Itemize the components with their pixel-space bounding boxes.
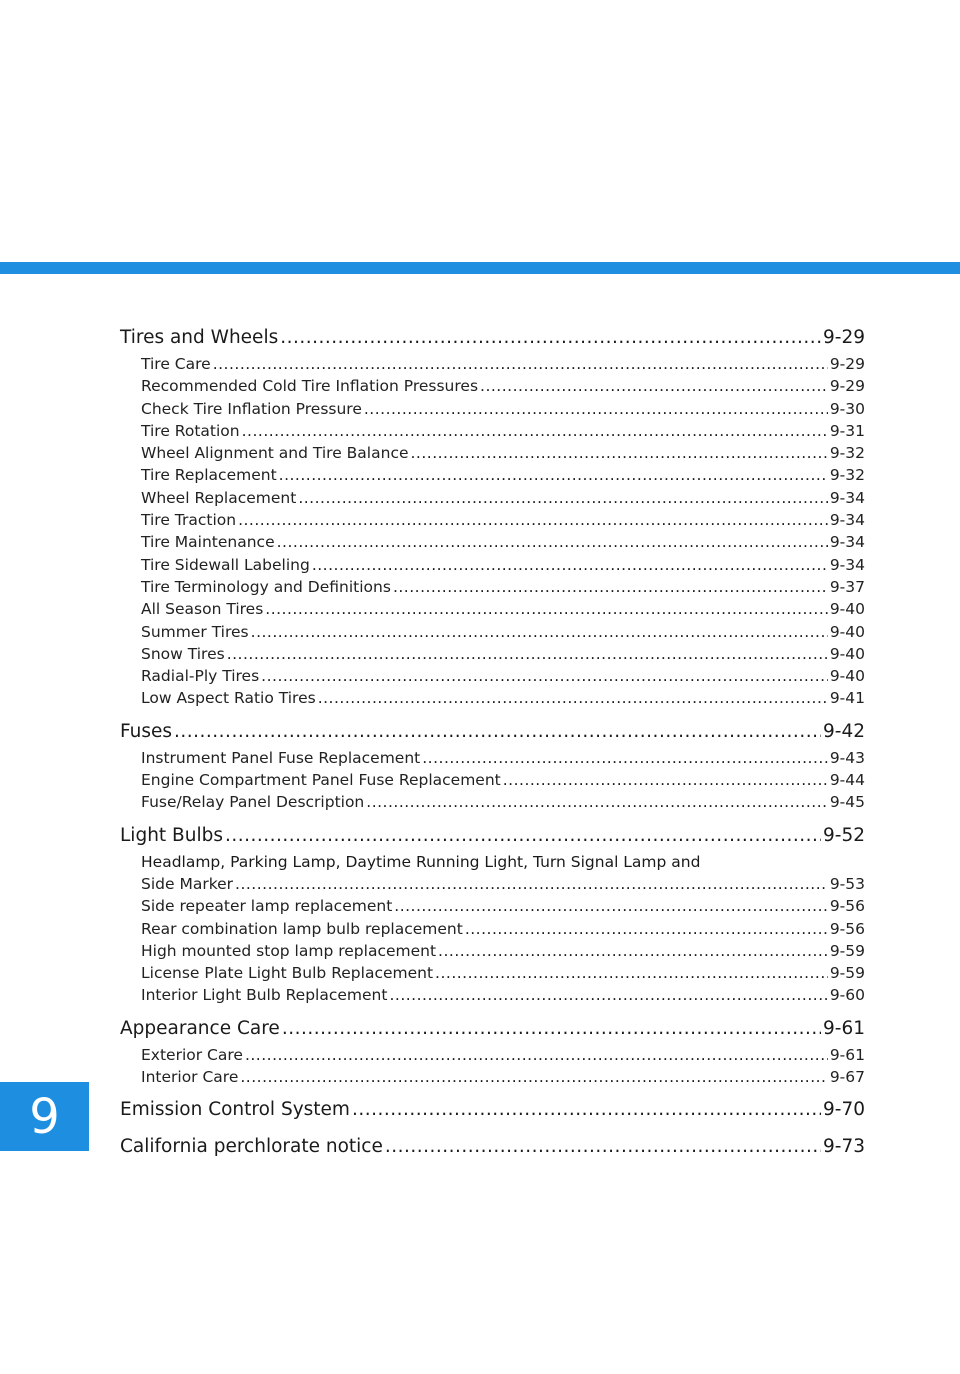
toc-leader-dots [465, 918, 828, 940]
toc-item[interactable] [120, 687, 865, 709]
toc-item-title: Exterior Care [141, 1045, 243, 1064]
toc-leader-dots [213, 353, 828, 375]
toc-section [120, 322, 865, 710]
toc-leader-dots [422, 747, 828, 769]
toc-item-page: 9-45 [829, 793, 865, 812]
toc-leader-dots [251, 621, 828, 643]
toc-section-page: 9-52 [823, 824, 865, 846]
toc-item-title: Tire Terminology and Definitions [141, 577, 391, 596]
toc-item-page: 9-44 [829, 771, 865, 790]
toc-item[interactable] [120, 643, 865, 665]
toc-item-title: High mounted stop lamp replacement [141, 941, 437, 960]
toc-item-title: Wheel Replacement [141, 488, 297, 507]
toc-item-title: Tire Replacement [141, 466, 277, 485]
toc-section-entry[interactable] [120, 322, 865, 353]
toc-section-page: 9-73 [823, 1136, 865, 1158]
toc-item-title: Engine Compartment Panel Fuse Replacement [141, 771, 501, 790]
toc-item-page: 9-30 [829, 399, 865, 418]
toc-item-title: Summer Tires [141, 622, 249, 641]
toc-item[interactable] [120, 918, 865, 940]
chapter-number: 9 [29, 1088, 60, 1145]
toc-leader-dots [438, 940, 828, 962]
toc-leader-dots [279, 464, 828, 486]
toc-leader-dots [282, 1013, 821, 1044]
toc-section-page: 9-70 [823, 1099, 865, 1121]
toc-item-title: Check Tire Inflation Pressure [141, 399, 362, 418]
toc-section-entry[interactable] [120, 1094, 865, 1125]
toc-item-title: Wheel Alignment and Tire Balance [141, 444, 409, 463]
toc-item-page: 9-32 [829, 444, 865, 463]
toc-item-page: 9-40 [829, 667, 865, 686]
toc-item[interactable] [120, 984, 865, 1006]
toc-leader-dots [265, 598, 828, 620]
toc-item-title: Rear combination lamp bulb replacement [141, 919, 463, 938]
toc-leader-dots [352, 1094, 821, 1125]
chapter-tab [0, 1082, 89, 1151]
toc-item-title: Recommended Cold Tire Inflation Pressures [141, 377, 479, 396]
toc-item[interactable] [120, 791, 865, 813]
toc-section [120, 1013, 865, 1089]
toc-item[interactable] [120, 895, 865, 917]
toc-item-page: 9-34 [829, 555, 865, 574]
toc-item-page: 9-41 [829, 689, 865, 708]
toc-item[interactable] [120, 442, 865, 464]
toc-item[interactable] [120, 554, 865, 576]
toc-item-page: 9-56 [829, 919, 865, 938]
toc-item[interactable] [120, 1066, 865, 1088]
toc-leader-dots [411, 442, 828, 464]
top-accent-bar [0, 262, 960, 274]
toc-item-title: Instrument Panel Fuse Replacement [141, 748, 421, 767]
toc-item-title: Low Aspect Ratio Tires [141, 689, 316, 708]
toc-leader-dots [235, 873, 828, 895]
toc-section-entry[interactable] [120, 820, 865, 851]
toc-item[interactable] [120, 353, 865, 375]
toc-item-page: 9-34 [829, 511, 865, 530]
toc-item[interactable] [120, 464, 865, 486]
toc-item[interactable] [120, 665, 865, 687]
toc-leader-dots [393, 576, 828, 598]
toc-item-page: 9-34 [829, 533, 865, 552]
toc-item[interactable] [120, 1044, 865, 1066]
toc-item[interactable] [120, 598, 865, 620]
toc-item-title: Tire Rotation [141, 421, 240, 440]
toc-leader-dots [242, 420, 828, 442]
toc-item[interactable] [120, 962, 865, 984]
toc-section [120, 820, 865, 1007]
toc-leader-dots [480, 375, 828, 397]
toc-item[interactable] [120, 621, 865, 643]
toc-item-page: 9-40 [829, 600, 865, 619]
toc-leader-dots [435, 962, 828, 984]
toc-item-page: 9-32 [829, 466, 865, 485]
toc-leader-dots [174, 716, 821, 747]
toc-section-entry[interactable] [120, 716, 865, 747]
toc-item-title: Interior Light Bulb Replacement [141, 986, 388, 1005]
toc-leader-dots [280, 322, 821, 353]
table-of-contents [120, 322, 865, 1168]
toc-item[interactable] [120, 940, 865, 962]
toc-section [120, 1131, 865, 1162]
toc-leader-dots [240, 1066, 827, 1088]
toc-item-title: Tire Maintenance [141, 533, 275, 552]
toc-item-page: 9-37 [829, 577, 865, 596]
toc-item[interactable] [120, 375, 865, 397]
toc-leader-dots [389, 984, 827, 1006]
toc-item-title: Fuse/Relay Panel Description [141, 793, 365, 812]
toc-item-title: Interior Care [141, 1068, 239, 1087]
toc-item-title: License Plate Light Bulb Replacement [141, 964, 434, 983]
toc-item[interactable] [120, 420, 865, 442]
toc-section-page: 9-42 [823, 720, 865, 742]
toc-item-title: All Season Tires [141, 600, 264, 619]
toc-item-page: 9-61 [829, 1045, 865, 1064]
toc-item-title: Tire Sidewall Labeling [141, 555, 310, 574]
toc-item-title: Snow Tires [141, 644, 225, 663]
toc-item-title: Tire Care [141, 355, 211, 373]
toc-item-page: 9-53 [829, 874, 865, 893]
toc-item-page: 9-59 [829, 964, 865, 983]
toc-section-page: 9-29 [823, 327, 865, 348]
toc-leader-dots [385, 1131, 821, 1162]
toc-section-page: 9-61 [823, 1017, 865, 1039]
toc-leader-dots [394, 895, 828, 917]
toc-item[interactable] [120, 509, 865, 531]
toc-section-title: Light Bulbs [120, 824, 223, 846]
toc-item-page: 9-40 [829, 622, 865, 641]
toc-item-title: Side Marker [141, 874, 234, 893]
toc-item-page: 9-34 [829, 488, 865, 507]
toc-item[interactable] [120, 398, 865, 420]
toc-item-page: 9-31 [829, 421, 865, 440]
toc-item-page: 9-29 [829, 377, 865, 396]
toc-section-title: California perchlorate notice [120, 1136, 383, 1158]
toc-section [120, 716, 865, 814]
toc-item-page: 9-59 [829, 941, 865, 960]
toc-leader-dots [318, 687, 828, 709]
toc-item-page: 9-43 [829, 748, 865, 767]
toc-section-title: Appearance Care [120, 1017, 280, 1039]
toc-item[interactable] [120, 873, 865, 895]
toc-section-entry[interactable] [120, 1131, 865, 1162]
toc-leader-dots [298, 487, 828, 509]
toc-leader-dots [312, 554, 828, 576]
toc-section-title: Tires and Wheels [120, 327, 279, 348]
toc-leader-dots [238, 509, 828, 531]
toc-item-title: Side repeater lamp replacement [141, 897, 393, 916]
toc-leader-dots [227, 643, 828, 665]
toc-leader-dots [277, 531, 828, 553]
toc-item-title: Tire Traction [141, 511, 237, 530]
toc-section-title: Fuses [120, 720, 173, 742]
toc-leader-dots [364, 398, 828, 420]
toc-item-title: Radial-Ply Tires [141, 667, 260, 686]
toc-leader-dots [245, 1044, 828, 1066]
toc-leader-dots [503, 769, 828, 791]
toc-item[interactable] [120, 576, 865, 598]
toc-section-title: Emission Control System [120, 1099, 350, 1121]
toc-item-page: 9-56 [829, 897, 865, 916]
toc-leader-dots [225, 820, 821, 851]
toc-item-page: 9-67 [829, 1068, 865, 1087]
toc-item[interactable] [120, 747, 865, 769]
toc-item[interactable] [120, 487, 865, 509]
toc-item[interactable] [120, 531, 865, 553]
toc-leader-dots [261, 665, 828, 687]
toc-item-page: 9-29 [829, 355, 865, 373]
toc-item-page: 9-40 [829, 644, 865, 663]
toc-item-title-line1[interactable]: Headlamp, Parking Lamp, Daytime Running Light, Turn Signal Lamp and [141, 852, 701, 871]
toc-item[interactable] [120, 769, 865, 791]
toc-section [120, 1094, 865, 1125]
toc-leader-dots [366, 791, 828, 813]
toc-section-entry[interactable] [120, 1013, 865, 1044]
toc-item-page: 9-60 [829, 986, 865, 1005]
